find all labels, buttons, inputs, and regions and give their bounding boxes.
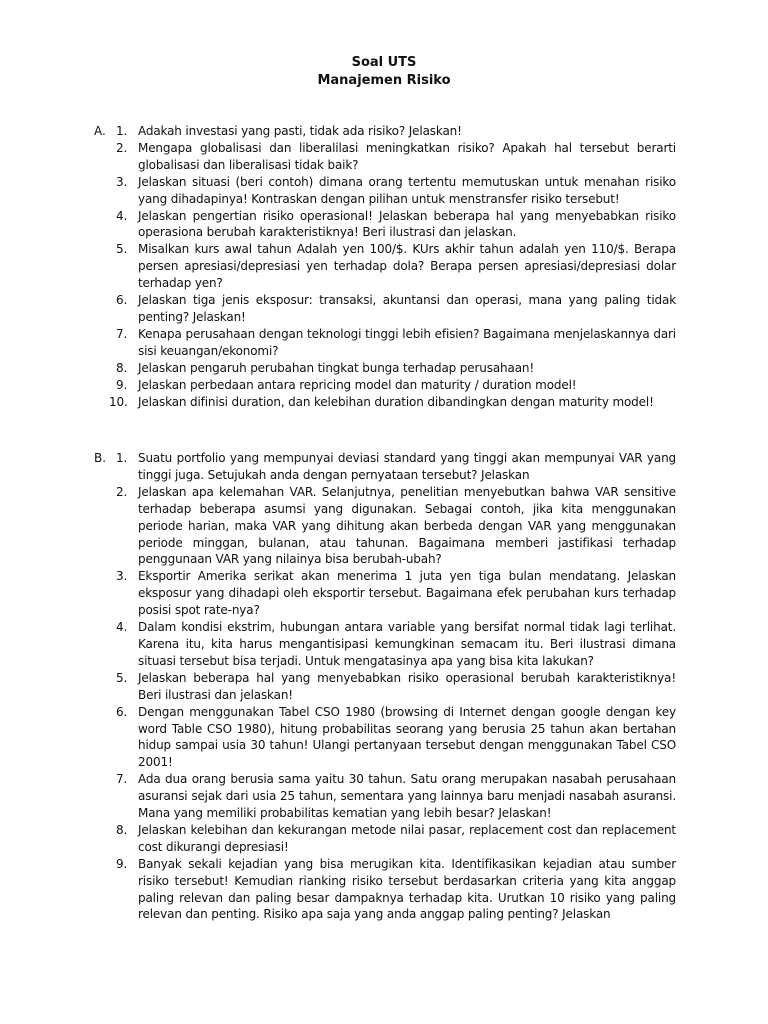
question-number: 1. (116, 124, 128, 138)
question-text: Jelaskan kelebihan dan kekurangan metode nilai pasar, replacement cost dan replacement cost dikurangi depresiasi! (138, 822, 676, 854)
title-block (0, 54, 768, 90)
question-item (94, 123, 676, 140)
question-item (94, 856, 676, 924)
question-item (94, 619, 676, 670)
question-text: Jelaskan tiga jenis eksposur: transaksi, akuntansi dan operasi, mana yang paling tidak penting? Jelaskan! (138, 293, 676, 324)
section-letter: B. (94, 451, 107, 465)
question-text: Jelaskan apa kelemahan VAR. Selanjutnya, penelitian menyebutkan bahwa VAR sensitive terhadap beberapa asumsi yang digunakan. Sebagai contoh, jika kita menggunakan periode harian, maka VAR yang dihitung akan berbeda dengan VAR yang menggunakan periode minggan, bulanan, atau tahunan. Bagaimana memberi jastifikasi terhadap penggunaan VAR yang nilainya bisa berubah-ubah? (138, 484, 676, 567)
question-number: 1. (116, 451, 128, 465)
question-number: 10. (109, 394, 128, 409)
question-number: 3. (116, 174, 128, 189)
question-number: 6. (116, 293, 128, 308)
question-item (94, 174, 676, 208)
question-item (94, 394, 676, 411)
question-text: Ada dua orang berusia sama yaitu 30 tahun. Satu orang merupakan nasabah perusahaan asuransi sejak dari usia 25 tahun, sementara yang lainnya baru menjadi nasabah asuransi. Mana yang memiliki probabilitas kematian yang lebih besar? Jelaskan! (138, 772, 676, 821)
question-item (94, 360, 676, 377)
section-b (94, 450, 676, 923)
question-number: 4. (116, 208, 128, 223)
question-number: 5. (116, 242, 128, 257)
question-item (94, 450, 676, 484)
question-item (94, 377, 676, 394)
question-text: Jelaskan perbedaan antara repricing model dan maturity / duration model! (138, 377, 577, 392)
question-text: Jelaskan pengertian risiko operasional! Jelaskan beberapa hal yang menyebabkan risiko operasiona berubah karakteristiknya! Beri ilustrasi dan jelaskan. (138, 208, 676, 240)
question-number: 3. (116, 569, 128, 584)
question-item (94, 241, 676, 292)
question-text: Adakah investasi yang pasti, tidak ada risiko? Jelaskan! (138, 124, 462, 138)
question-item (94, 704, 676, 772)
question-item (94, 292, 676, 326)
question-list (94, 123, 676, 410)
question-item (94, 568, 676, 619)
question-text: Dengan menggunakan Tabel CSO 1980 (browsing di Internet dengan google dengan key word Table CSO 1980), hitung probabilitas seorang yang berusia 25 tahun akan bertahan hidup sampai usia 30 tahun! Ulangi pertanyaan tersebut dengan menggunakan Tabel CSO 2001! (138, 704, 676, 770)
question-text: Jelaskan pengaruh perubahan tingkat bunga terhadap perusahaan! (138, 360, 535, 375)
question-number: 6. (116, 704, 128, 719)
question-text: Eksportir Amerika serikat akan menerima 1 juta yen tiga bulan mendatang. Jelaskan eksposur yang dihadapi oleh eksportir tersebut. Bagaimana efek perubahan kurs terhadap posisi spot rate-nya? (138, 569, 676, 618)
question-item (94, 822, 676, 856)
question-number: 7. (116, 772, 128, 787)
question-list (94, 450, 676, 923)
question-item (94, 771, 676, 822)
question-number: 9. (116, 377, 128, 392)
document-title: Soal UTS (351, 55, 417, 70)
question-text: Banyak sekali kejadian yang bisa merugikan kita. Identifikasikan kejadian atau sumber risiko tersebut! Kemudian rianking risiko tersebut berdasarkan criteria yang kita anggap paling relevan dan paling besar dampaknya terhadap kita. Urutkan 10 risiko yang paling relevan dan penting. Risiko apa saja yang anda anggap paling penting? Jelaskan (138, 856, 676, 922)
section-a (94, 123, 676, 410)
question-number: 9. (116, 856, 128, 871)
question-text: Mengapa globalisasi dan liberalilasi meningkatkan risiko? Apakah hal tersebut berarti globalisasi dan liberalisasi tidak baik? (138, 140, 676, 172)
question-number: 2. (116, 484, 128, 499)
question-item (94, 326, 676, 360)
question-text: Misalkan kurs awal tahun Adalah yen 100/$. KUrs akhir tahun adalah yen 110/$. Berapa persen apresiasi/depresiasi yen terhadap dola? Berapa persen apresiasi/depresiasi dolar terhadap yen? (138, 242, 676, 291)
document-subtitle: Manajemen Risiko (317, 73, 451, 88)
question-text: Jelaskan beberapa hal yang menyebabkan risiko operasional berubah karakteristiknya! Beri ilustrasi dan jelaskan! (138, 670, 676, 702)
question-text: Suatu portfolio yang mempunyai deviasi standard yang tinggi akan mempunyai VAR yang tinggi juga. Setujukah anda dengan pernyataan tersebut? Jelaskan (138, 451, 676, 482)
question-text: Kenapa perusahaan dengan teknologi tinggi lebih efisien? Bagaimana menjelaskannya dari sisi keuangan/ekonomi? (138, 326, 676, 358)
question-item (94, 140, 676, 174)
question-number: 4. (116, 620, 128, 635)
question-item (94, 208, 676, 242)
question-number: 8. (116, 822, 128, 837)
question-text: Dalam kondisi ekstrim, hubungan antara variable yang bersifat normal tidak lagi terlihat. Karena itu, kita harus mengantisipasi kemungkinan semacam itu. Beri ilustrasi dimana situasi tersebut bisa terjadi. Untuk mengatasinya apa yang bisa kita lakukan? (138, 620, 676, 668)
question-item (94, 484, 676, 569)
section-letter: A. (94, 124, 106, 138)
question-text: Jelaskan difinisi duration, dan kelebihan duration dibandingkan dengan maturity model! (138, 394, 654, 409)
question-number: 7. (116, 326, 128, 341)
question-text: Jelaskan situasi (beri contoh) dimana orang tertentu memutuskan untuk menahan risiko yang dihadapinya! Kontraskan dengan pilihan untuk menstransfer risiko tersebut! (138, 174, 676, 206)
question-number: 8. (116, 360, 128, 375)
question-item (94, 670, 676, 704)
question-number: 2. (116, 140, 128, 155)
question-number: 5. (116, 670, 128, 685)
